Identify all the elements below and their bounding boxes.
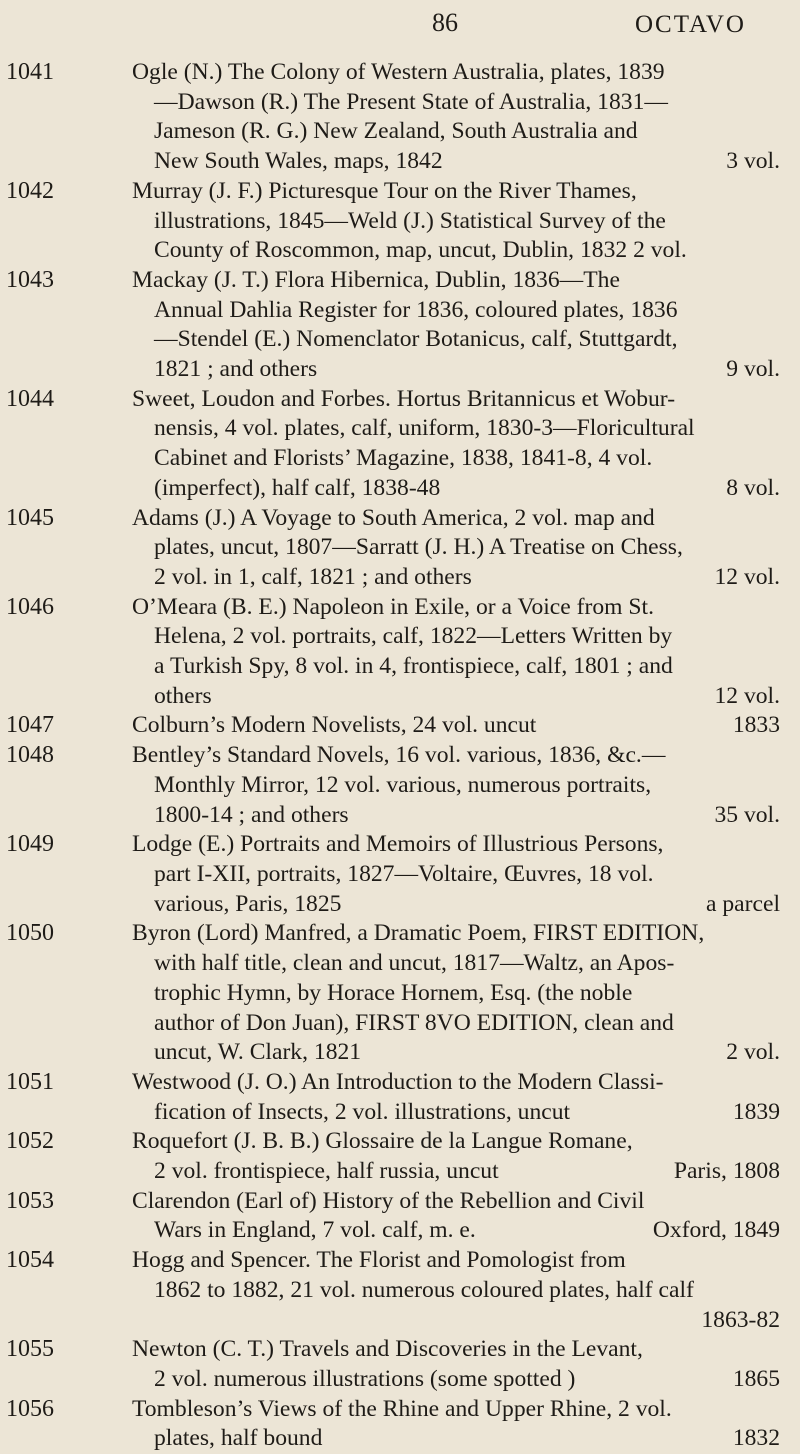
- lot-entry: [0, 177, 800, 266]
- section-label: OCTAVO: [635, 11, 746, 38]
- lot-entry: [0, 1127, 800, 1186]
- lot-description: [132, 1246, 780, 1335]
- lot-description: [132, 593, 780, 712]
- lot-description: [132, 1395, 780, 1454]
- lot-number: 1048: [6, 742, 54, 769]
- line-text: Wars in England, 7 vol. calf, m. e.: [154, 1217, 476, 1244]
- line-right-text: Oxford, 1849: [652, 1217, 780, 1244]
- line-text: Colburn’s Modern Novelists, 24 vol. uncut: [132, 712, 537, 739]
- line-text: County of Roscommon, map, uncut, Dublin, 1832 2 vol.: [154, 237, 687, 264]
- lot-description: [132, 741, 780, 830]
- lot-number: 1056: [6, 1395, 54, 1422]
- lot-entry: [0, 593, 800, 712]
- lot-description: [132, 58, 780, 177]
- line-text: New South Wales, maps, 1842: [154, 148, 443, 175]
- line-text: author of Don Juan), FIRST 8VO EDITION, clean and: [154, 1009, 674, 1036]
- description-line: [132, 1009, 780, 1039]
- description-line: [132, 266, 780, 296]
- description-line: [132, 1157, 780, 1187]
- line-right-text: 12 vol.: [714, 682, 780, 709]
- line-text: Lodge (E.) Portraits and Memoirs of Illustrious Persons,: [132, 831, 664, 858]
- line-text: Mackay (J. T.) Flora Hibernica, Dublin, 1836—The: [132, 266, 620, 293]
- description-line: [132, 533, 780, 563]
- lot-entry: [0, 58, 800, 177]
- line-text: 2 vol. in 1, calf, 1821 ; and others: [154, 563, 472, 590]
- line-text: a Turkish Spy, 8 vol. in 4, frontispiece, calf, 1801 ; and: [154, 653, 673, 680]
- line-text: Ogle (N.) The Colony of Western Australia, plates, 1839: [132, 59, 665, 85]
- description-line: [132, 1098, 780, 1128]
- lot-entry: [0, 1187, 800, 1246]
- description-line: [132, 236, 780, 266]
- line-text: Monthly Mirror, 12 vol. various, numerous portraits,: [154, 771, 652, 798]
- description-line: [132, 1306, 780, 1336]
- page-header: [0, 8, 800, 48]
- description-line: [132, 682, 780, 712]
- lot-entry: [0, 1068, 800, 1127]
- lot-description: [132, 1335, 780, 1394]
- lot-description: [132, 385, 780, 504]
- lot-entry: [0, 1246, 800, 1335]
- lot-number: 1044: [6, 385, 54, 412]
- lot-entry: [0, 830, 800, 919]
- lot-number: 1053: [6, 1187, 54, 1214]
- description-line: [132, 147, 780, 177]
- description-line: [132, 741, 780, 771]
- lot-number: 1045: [6, 504, 54, 531]
- lot-number: 1055: [6, 1336, 54, 1363]
- line-text: —Dawson (R.) The Present State of Australia, 1831—: [154, 88, 668, 115]
- description-line: [132, 325, 780, 355]
- description-line: [132, 1216, 780, 1246]
- line-text: plates, uncut, 1807—Sarratt (J. H.) A Treatise on Chess,: [154, 534, 683, 561]
- line-text: Bentley’s Standard Novels, 16 vol. various, 1836, &c.—: [132, 742, 666, 769]
- lot-number: 1052: [6, 1128, 54, 1155]
- lot-description: [132, 830, 780, 919]
- line-right-text: 12 vol.: [714, 563, 780, 590]
- lot-description: [132, 919, 780, 1068]
- description-line: [132, 444, 780, 474]
- line-text: fication of Insects, 2 vol. illustrations, uncut: [154, 1098, 571, 1125]
- line-right-text: 1863-82: [701, 1306, 780, 1333]
- line-text: Murray (J. F.) Picturesque Tour on the River Thames,: [132, 177, 637, 204]
- lot-entry: [0, 1335, 800, 1394]
- line-right-text: 3 vol.: [726, 148, 780, 175]
- description-line: [132, 563, 780, 593]
- description-line: [132, 622, 780, 652]
- lot-entry: [0, 1395, 800, 1454]
- description-line: [132, 1276, 780, 1306]
- page-number: 86: [432, 8, 458, 37]
- description-line: [132, 830, 780, 860]
- line-text: Westwood (J. O.) An Introduction to the Modern Classi-: [132, 1068, 664, 1095]
- line-text: Clarendon (Earl of) History of the Rebellion and Civil: [132, 1187, 645, 1214]
- description-line: [132, 593, 780, 623]
- line-text: —Stendel (E.) Nomenclator Botanicus, calf, Stuttgardt,: [154, 326, 678, 353]
- description-line: [132, 919, 780, 949]
- line-text: illustrations, 1845—Weld (J.) Statistical Survey of the: [154, 207, 666, 234]
- description-line: [132, 1335, 780, 1365]
- line-right-text: Paris, 1808: [673, 1158, 780, 1185]
- line-text: Byron (Lord) Manfred, a Dramatic Poem, FIRST EDITION,: [132, 920, 705, 947]
- line-text: Jameson (R. G.) New Zealand, South Australia and: [154, 118, 638, 145]
- lot-description: [132, 266, 780, 385]
- line-text: 1800-14 ; and others: [154, 801, 349, 828]
- line-text: Newton (C. T.) Travels and Discoveries in the Levant,: [132, 1336, 643, 1363]
- lot-description: [132, 711, 780, 741]
- description-line: [132, 801, 780, 831]
- lot-entry: [0, 919, 800, 1068]
- line-text: trophic Hymn, by Horace Hornem, Esq. (the noble: [154, 979, 633, 1006]
- line-text: 2 vol. numerous illustrations (some spotted ): [154, 1365, 576, 1392]
- line-text: Roquefort (J. B. B.) Glossaire de la Langue Romane,: [132, 1128, 633, 1155]
- description-line: [132, 1187, 780, 1217]
- description-line: [132, 207, 780, 237]
- description-line: [132, 1395, 780, 1425]
- description-line: [132, 711, 780, 741]
- lot-number: 1046: [6, 593, 54, 620]
- description-line: [132, 771, 780, 801]
- description-line: [132, 117, 780, 147]
- lot-description: [132, 1068, 780, 1127]
- line-text: 2 vol. frontispiece, half russia, uncut: [154, 1158, 499, 1185]
- lot-entry: [0, 266, 800, 385]
- lot-number: 1050: [6, 920, 54, 947]
- line-text: Adams (J.) A Voyage to South America, 2 vol. map and: [132, 504, 655, 531]
- description-line: [132, 1246, 780, 1276]
- line-right-text: 8 vol.: [726, 474, 780, 501]
- lot-entry: [0, 504, 800, 593]
- line-text: various, Paris, 1825: [154, 890, 342, 917]
- description-line: [132, 1038, 780, 1068]
- lot-description: [132, 1127, 780, 1186]
- line-right-text: 9 vol.: [726, 356, 780, 383]
- line-right-text: a parcel: [706, 890, 780, 917]
- description-line: [132, 385, 780, 415]
- lot-number: 1042: [6, 177, 54, 204]
- line-text: Sweet, Loudon and Forbes. Hortus Britannicus et Wobur-: [132, 385, 676, 412]
- line-text: Annual Dahlia Register for 1836, coloured plates, 1836: [154, 296, 678, 323]
- line-text: with half title, clean and uncut, 1817—Waltz, an Apos-: [154, 950, 675, 977]
- line-right-text: 1833: [732, 712, 780, 739]
- line-text: Cabinet and Florists’ Magazine, 1838, 1841-8, 4 vol.: [154, 445, 653, 472]
- lot-number: 1043: [6, 266, 54, 293]
- description-line: [132, 58, 780, 88]
- line-text: uncut, W. Clark, 1821: [154, 1039, 362, 1066]
- line-right-text: 1865: [732, 1365, 780, 1392]
- description-line: [132, 88, 780, 118]
- lot-number: 1051: [6, 1068, 54, 1095]
- description-line: [132, 860, 780, 890]
- lot-list: [0, 58, 800, 1454]
- line-text: Helena, 2 vol. portraits, calf, 1822—Letters Written by: [154, 623, 673, 650]
- description-line: [132, 414, 780, 444]
- description-line: [132, 890, 780, 920]
- line-text: others: [154, 682, 212, 709]
- line-right-text: 35 vol.: [714, 801, 780, 828]
- description-line: [132, 474, 780, 504]
- line-right-text: 1839: [732, 1098, 780, 1125]
- description-line: [132, 177, 780, 207]
- description-line: [132, 949, 780, 979]
- lot-number: 1049: [6, 831, 54, 858]
- lot-description: [132, 177, 780, 266]
- description-line: [132, 1127, 780, 1157]
- lot-description: [132, 1187, 780, 1246]
- description-line: [132, 1424, 780, 1454]
- description-line: [132, 1068, 780, 1098]
- description-line: [132, 504, 780, 534]
- lot-entry: [0, 741, 800, 830]
- description-line: [132, 652, 780, 682]
- line-text: 1821 ; and others: [154, 356, 318, 383]
- line-text: 1862 to 1882, 21 vol. numerous coloured plates, half calf: [154, 1276, 694, 1303]
- line-right-text: 2 vol.: [726, 1039, 780, 1066]
- lot-description: [132, 504, 780, 593]
- lot-number: 1047: [6, 712, 54, 739]
- line-text: nensis, 4 vol. plates, calf, uniform, 1830-3—Floricultural: [154, 415, 695, 442]
- line-text: plates, half bound: [154, 1425, 323, 1452]
- line-text: part I-XII, portraits, 1827—Voltaire, Œuvres, 18 vol.: [154, 860, 654, 887]
- lot-number: 1054: [6, 1247, 54, 1274]
- line-text: Hogg and Spencer. The Florist and Pomologist from: [132, 1247, 626, 1274]
- line-right-text: 1832: [732, 1425, 780, 1452]
- lot-entry: [0, 711, 800, 741]
- line-text: (imperfect), half calf, 1838-48: [154, 474, 441, 501]
- description-line: [132, 296, 780, 326]
- description-line: [132, 1365, 780, 1395]
- description-line: [132, 355, 780, 385]
- line-text: O’Meara (B. E.) Napoleon in Exile, or a Voice from St.: [132, 593, 654, 620]
- description-line: [132, 979, 780, 1009]
- line-text: Tombleson’s Views of the Rhine and Upper Rhine, 2 vol.: [132, 1395, 672, 1422]
- lot-entry: [0, 385, 800, 504]
- lot-number: 1041: [6, 59, 54, 85]
